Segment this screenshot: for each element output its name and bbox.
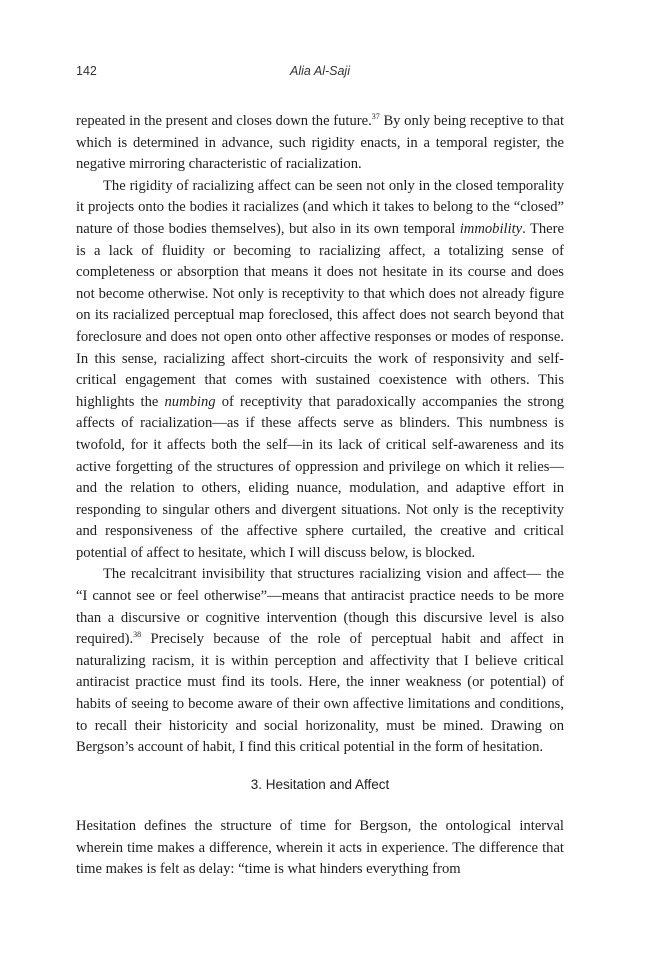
- text-run: Precisely because of the role of perceptual habit and affect in naturalizing racism, it is within perception and affectivity that I believe critical antiracist practice must find its tools. Here, the inner weakness (or potential) of habits of seeing to become aware of their own affective limitations and conditions, to recall their historicity and social horizonality, must be mined. Drawing on Bergson’s account of habit, I find this critical potential in the form of hesitation.: [76, 631, 564, 756]
- paragraph: [76, 111, 564, 176]
- paragraph: [76, 176, 564, 565]
- text-run: repeated in the present and closes down the future.: [76, 113, 372, 129]
- text-run: of receptivity that paradoxically accompanies the strong affects of racialization—as if these affects serve as blinders. This numbness is twofold, for it affects both the self—in its lack of critical self-awareness and its active forgetting of the structures of oppression and privilege on which it relies— and the relation to others, eliding nuance, modulation, and adaptive effort in responding to singular others and divergent situations. Not only is the receptivity and responsiveness of the affective sphere curtailed, the creative and critical potential of affect to hesitate, which I will discuss below, is blocked.: [76, 393, 565, 561]
- text-run: By only being receptive to that which is determined in advance, such rigidity enacts, in a temporal register, the negative mirroring characteristic of racialization.: [76, 113, 564, 173]
- text-run: . There is a lack of fluidity or becoming to racializing affect, a totalizing sense of completeness or absorption that means it does not hesitate in its course and does not become otherwise. Not only is receptivity to that which does not already figure on its racialized perceptual map foreclosed, this affect does not search beyond that foreclosure and does not open onto other affective responses or modes of response. In this sense, racializing affect short-circuits the work of responsivity and self-critical engagement that comes with sustained coexistence with others. This highlights the: [76, 220, 564, 410]
- section-heading: 3. Hesitation and Affect: [250, 777, 390, 792]
- running-head: [76, 64, 564, 82]
- text-run: The rigidity of racializing affect can be seen not only in the closed temporality it projects onto the bodies it racializes (and which it takes to belong to the “closed” nature of those bodies themselves), but also in its own temporal: [76, 177, 564, 237]
- paragraph: [76, 564, 564, 758]
- emphasis: numbing: [164, 393, 216, 410]
- page-number: 142: [76, 64, 97, 78]
- footnote-reference: 38: [133, 630, 142, 640]
- section-body: [76, 816, 564, 881]
- body-text: [76, 111, 564, 759]
- section-paragraph: Hesitation defines the structure of time for Bergson, the ontological interval wherein time makes a difference, wherein it acts in experience. The difference that time makes is felt as delay: “time is what hinders everything from: [76, 818, 564, 878]
- running-title: Alia Al-Saji: [290, 64, 350, 78]
- emphasis: immobility: [459, 220, 523, 237]
- text-run: The recalcitrant invisibility that structures racializing vision and affect— the “I cannot see or feel otherwise”—means that antiracist practice needs to be more than a discursive or cognitive intervention (though this discursive level is also required).: [76, 566, 564, 648]
- footnote-reference: 37: [371, 112, 380, 122]
